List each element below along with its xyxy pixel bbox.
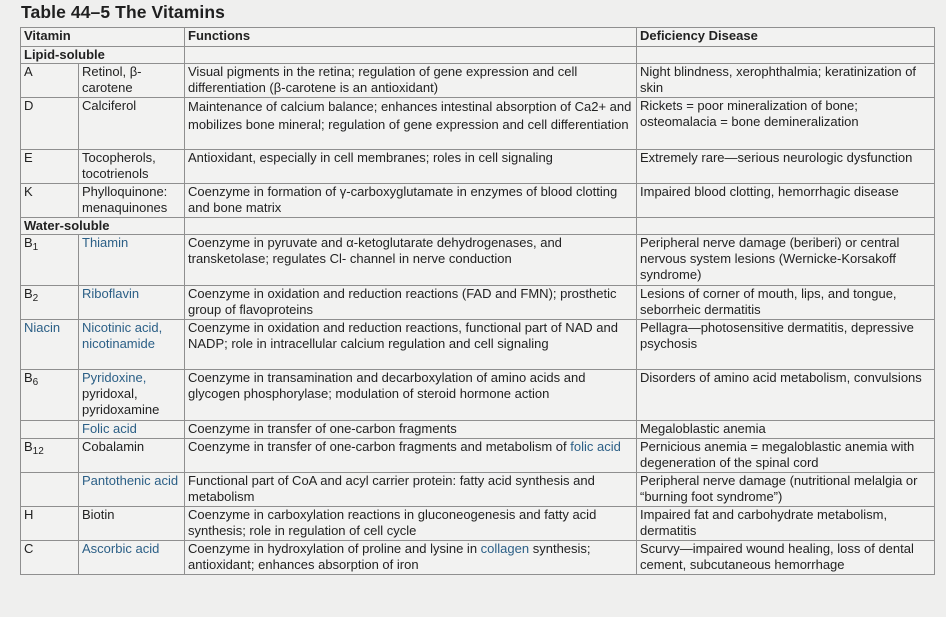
vitamin-name — [79, 370, 185, 421]
vitamin-letter-link[interactable]: Niacin — [21, 320, 79, 370]
table-row — [21, 286, 935, 320]
vitamin-letter — [21, 473, 79, 507]
vitamin-name-rest: pyridoxal, pyridoxamine — [82, 386, 160, 417]
vitamin-name: Retinol, β-carotene — [79, 64, 185, 98]
vitamin-deficiency: Night blindness, xerophthalmia; keratinization of skin — [637, 64, 935, 98]
table-row — [21, 507, 935, 541]
section-empty-cell — [637, 47, 935, 64]
header-row — [21, 28, 935, 47]
vitamins-table — [20, 27, 935, 575]
col-header-functions: Functions — [185, 28, 637, 47]
vitamin-functions: Antioxidant, especially in cell membranes; roles in cell signaling — [185, 150, 637, 184]
table-row — [21, 150, 935, 184]
vitamin-letter — [21, 286, 79, 320]
functions-text: Coenzyme in hydroxylation of proline and lysine in — [188, 541, 478, 556]
folic-acid-link[interactable]: folic acid — [570, 439, 621, 454]
vitamin-letter — [21, 370, 79, 421]
vitamin-letter: A — [21, 64, 79, 98]
vitamin-name: Phylloquinone: menaquinones — [79, 184, 185, 218]
vitamin-name-link[interactable]: Pantothenic acid — [79, 473, 185, 507]
section-label-water: Water-soluble — [21, 218, 185, 235]
vitamin-functions — [185, 439, 637, 473]
letter-subscript: 2 — [32, 293, 39, 304]
vitamin-functions: Coenzyme in oxidation and reduction reactions (FAD and FMN); prosthetic group of flavoproteins — [185, 286, 637, 320]
table-row — [21, 541, 935, 575]
vitamin-name-link[interactable]: Riboflavin — [79, 286, 185, 320]
functions-text: Coenzyme in transfer of one-carbon fragments and metabolism of — [188, 439, 567, 454]
section-row-water — [21, 218, 935, 235]
vitamin-letter: E — [21, 150, 79, 184]
vitamin-name-link[interactable]: Pyridoxine, — [82, 370, 147, 385]
vitamin-name: Calciferol — [79, 98, 185, 150]
vitamin-name: Biotin — [79, 507, 185, 541]
section-empty-cell — [185, 218, 637, 235]
section-empty-cell — [637, 218, 935, 235]
letter-subscript: 6 — [32, 377, 39, 388]
vitamin-name-link[interactable]: Thiamin — [79, 235, 185, 286]
letter-text: B — [24, 439, 33, 454]
vitamin-letter: K — [21, 184, 79, 218]
table-row — [21, 98, 935, 150]
vitamin-letter: C — [21, 541, 79, 575]
vitamin-letter — [21, 235, 79, 286]
section-label-lipid: Lipid-soluble — [21, 47, 185, 64]
vitamin-letter — [21, 421, 79, 439]
vitamin-name-link[interactable]: Nicotinic acid, nicotinamide — [79, 320, 185, 370]
letter-subscript: 1 — [32, 242, 39, 253]
vitamin-letter: D — [21, 98, 79, 150]
vitamin-deficiency: Impaired fat and carbohydrate metabolism, dermatitis — [637, 507, 935, 541]
vitamin-functions: Coenzyme in formation of γ-carboxyglutamate in enzymes of blood clotting and bone matrix — [185, 184, 637, 218]
vitamin-deficiency: Rickets = poor mineralization of bone; osteomalacia = bone demineralization — [637, 98, 935, 150]
letter-subscript: 12 — [32, 446, 44, 457]
vitamin-name-link[interactable]: Folic acid — [79, 421, 185, 439]
vitamin-functions: Coenzyme in transamination and decarboxylation of amino acids and glycogen phosphorylase; modulation of steroid hormone action — [185, 370, 637, 421]
vitamin-name: Tocopherols, tocotrienols — [79, 150, 185, 184]
vitamin-functions — [185, 541, 637, 575]
vitamin-functions: Coenzyme in pyruvate and α-ketoglutarate dehydrogenases, and transketolase; regulates Cl- channel in nerve conduction — [185, 235, 637, 286]
table-row — [21, 184, 935, 218]
table-row — [21, 64, 935, 98]
letter-text: B — [24, 235, 33, 250]
vitamin-functions — [185, 98, 637, 150]
vitamin-deficiency: Disorders of amino acid metabolism, convulsions — [637, 370, 935, 421]
vitamin-name-link[interactable]: Ascorbic acid — [79, 541, 185, 575]
vitamin-functions: Coenzyme in transfer of one-carbon fragments — [185, 421, 637, 439]
vitamin-functions: Coenzyme in oxidation and reduction reactions, functional part of NAD and NADP; role in intracellular calcium regulation and cell signaling — [185, 320, 637, 370]
vitamin-deficiency: Scurvy—impaired wound healing, loss of dental cement, subcutaneous hemorrhage — [637, 541, 935, 575]
vitamin-deficiency: Impaired blood clotting, hemorrhagic disease — [637, 184, 935, 218]
col-header-deficiency: Deficiency Disease — [637, 28, 935, 47]
vitamin-letter — [21, 439, 79, 473]
table-row — [21, 473, 935, 507]
vitamin-deficiency: Peripheral nerve damage (nutritional melalgia or “burning foot syndrome”) — [637, 473, 935, 507]
table-row — [21, 235, 935, 286]
functions-text: Maintenance of calcium balance; enhances intestinal absorption of Ca2+ and mobilizes bone mineral; regulation of gene expression and cell differentiation — [188, 99, 632, 132]
table-row — [21, 370, 935, 421]
vitamin-deficiency: Lesions of corner of mouth, lips, and tongue, seborrheic dermatitis — [637, 286, 935, 320]
letter-text: B — [24, 286, 33, 301]
vitamin-deficiency: Pernicious anemia = megaloblastic anemia with degeneration of the spinal cord — [637, 439, 935, 473]
vitamin-name: Cobalamin — [79, 439, 185, 473]
table-row — [21, 421, 935, 439]
collagen-link[interactable]: collagen — [480, 541, 530, 556]
table-row — [21, 439, 935, 473]
vitamin-deficiency: Pellagra—photosensitive dermatitis, depressive psychosis — [637, 320, 935, 370]
table-row — [21, 320, 935, 370]
vitamin-functions: Functional part of CoA and acyl carrier protein: fatty acid synthesis and metabolism — [185, 473, 637, 507]
functions-text-cont: synthesis; antioxidant; enhances absorption of iron — [188, 541, 591, 572]
vitamin-deficiency: Peripheral nerve damage (beriberi) or central nervous system lesions (Wernicke-Korsakoff syndrome) — [637, 235, 935, 286]
vitamin-deficiency: Extremely rare—serious neurologic dysfunction — [637, 150, 935, 184]
section-row-lipid — [21, 47, 935, 64]
vitamin-functions: Coenzyme in carboxylation reactions in gluconeogenesis and fatty acid synthesis; role in regulation of cell cycle — [185, 507, 637, 541]
letter-text: B — [24, 370, 33, 385]
col-header-vitamin: Vitamin — [21, 28, 185, 47]
vitamin-deficiency: Megaloblastic anemia — [637, 421, 935, 439]
vitamin-functions: Visual pigments in the retina; regulation of gene expression and cell differentiation (β-carotene is an antioxidant) — [185, 64, 637, 98]
section-empty-cell — [185, 47, 637, 64]
table-title: Table 44–5 The Vitamins — [21, 2, 225, 22]
vitamin-letter: H — [21, 507, 79, 541]
